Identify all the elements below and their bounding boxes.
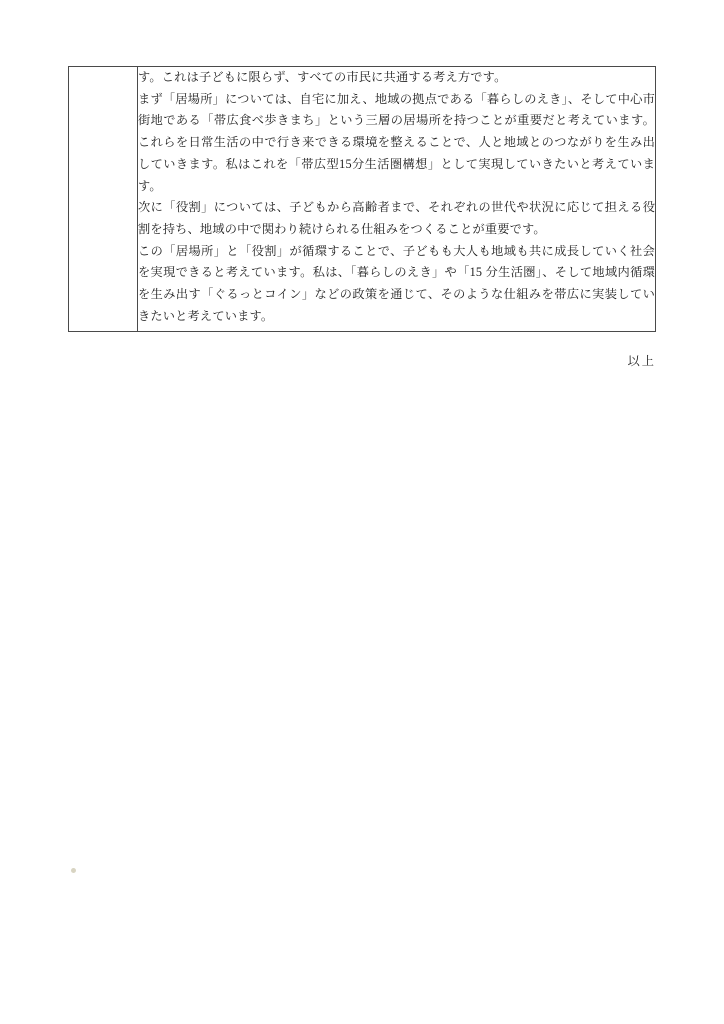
table-row [69, 67, 656, 332]
scan-artifact-mark [71, 868, 76, 873]
answer-body-cell [138, 67, 656, 332]
closing-text: 以上 [627, 354, 656, 368]
paragraph-4: この「居場所」と「役割」が循環することで、子どもも大人も地域も共に成長していく社会を実現できると考えています。私は、「暮らしのえき」や「15 分生活圏」、そして地域内循環を生み出す「ぐるっとコイン」などの政策を通じて、そのような仕組みを帯広に実装していきたいと考えています。 [138, 243, 655, 323]
paragraph-3: 次に「役割」については、子どもから高齢者まで、それぞれの世代や状況に応じて担える役割を持ち、地域の中で関わり続けられる仕組みをつくることが重要です。 [138, 200, 655, 237]
answer-label-cell [69, 67, 138, 332]
paragraph-1: す。これは子どもに限らず、すべての市民に共通する考え方です。 [138, 70, 507, 84]
paragraph-2: まず「居場所」については、自宅に加え、地域の拠点である「暮らしのえき」、そして中心市街地である「帯広食べ歩きまち」という三層の居場所を持つことが重要だと考えています。これらを日常生活の中で行き来できる環境を整えることで、人と地域とのつながりを生み出していきます。私はこれを「帯広型15分生活圏構想」として実現していきたいと考えています。 [138, 91, 655, 193]
answer-table [68, 66, 656, 332]
